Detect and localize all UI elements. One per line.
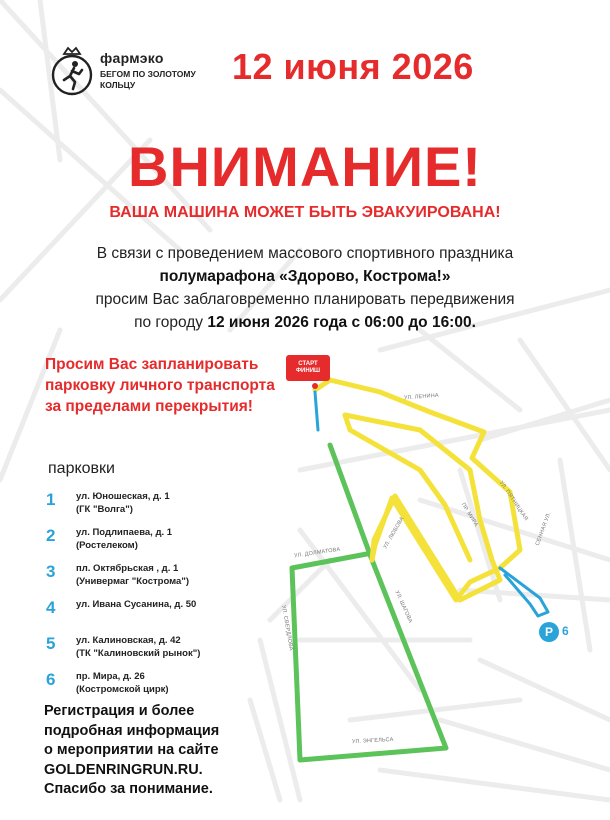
street-label-mira: ПР. МИРА [459,502,480,528]
footer-line-2: подробная информация [44,722,220,739]
parking-address-line-2: (ТК "Калиновский рынок") [76,648,201,659]
street-label-shagova: УЛ. ШАГОВА [393,589,414,625]
parking-badge-icon: P [539,622,559,642]
parking-address-line-1: ул. Ивана Сусанина, д. 50 [76,599,197,610]
parking-address-line-2: (Универмаг "Кострома") [76,576,189,587]
parking-number: 1 [46,490,56,509]
start-label: СТАРТ [298,361,318,367]
info-line-4-time: 12 июня 2026 года с 06:00 до 16:00. [207,314,476,331]
parking-title: парковки [48,460,115,477]
route-green-loop [292,445,446,760]
finish-label: ФИНИШ [295,368,321,374]
parking-address-line-2: (Костромской цирк) [76,684,169,695]
footer-line-3: о мероприятии на сайте [44,742,219,758]
start-finish-flag [286,355,330,381]
parking-plea: Просим Вас запланировать парковку личного транспорта за пределами перекрытия! [45,356,275,415]
parking-address-line-1: ул. Юношеская, д. 1 [76,491,170,502]
street-label-lyubova: УЛ. ЛЮБОВА [382,515,406,551]
footer-website[interactable]: GOLDENRINGRUN.RU. [44,761,203,778]
street-label-sennaya: СЕННАЯ УЛ. [534,511,553,547]
parking-address-line-2: (ГК "Волга") [76,504,133,515]
parking-badge-number: 6 [562,624,569,638]
tow-warning: ВАША МАШИНА МОЖЕТ БЫТЬ ЭВАКУИРОВАНА! [109,204,501,221]
start-finish-point [312,383,318,389]
street-label-lenina: УЛ. ЛЕНИНА [403,392,439,402]
street-label-engelsa: УЛ. ЭНГЕЛЬСА [351,736,394,746]
footer-line-5: Спасибо за понимание. [44,781,213,797]
parking-number: 2 [46,526,56,545]
attention-headline: ВНИМАНИЕ! [128,135,482,198]
street-label-sverdlova: УЛ. СВЕРДЛОВА [280,604,294,652]
logo-brand-text: фармэко [100,50,164,66]
parking-number: 6 [46,670,56,689]
logo-subtitle: БЕГОМ ПО ЗОЛОТОМУ КОЛЬЦУ [100,69,196,90]
info-line-2: полумарафона «Здорово, Кострома!» [159,268,451,285]
parking-address-line-1: ул. Калиновская, д. 42 [76,635,181,646]
street-label-dolmatova: УЛ. ДОЛМАТОВА [293,546,341,560]
info-line-1: В связи с проведением массового спортивного праздника [96,245,514,262]
event-date: 12 июня 2026 [232,46,474,87]
parking-number: 5 [46,634,56,653]
parking-number: 3 [46,562,56,581]
footer-line-1: Регистрация и более [44,703,195,719]
parking-number: 4 [46,598,56,617]
street-label-pyatnitskaya: УЛ. ПЯТНИЦКАЯ [497,479,529,523]
parking-address-line-1: пр. Мира, д. 26 [76,671,145,682]
info-line-4-prefix: по городу [134,314,204,331]
parking-address-line-1: ул. Подлипаева, д. 1 [76,527,173,538]
info-line-3: просим Вас заблаговременно планировать передвижения [95,291,515,308]
parking-address-line-1: пл. Октябрьская , д. 1 [76,563,179,574]
parking-address-line-2: (Ростелеком) [76,540,138,551]
